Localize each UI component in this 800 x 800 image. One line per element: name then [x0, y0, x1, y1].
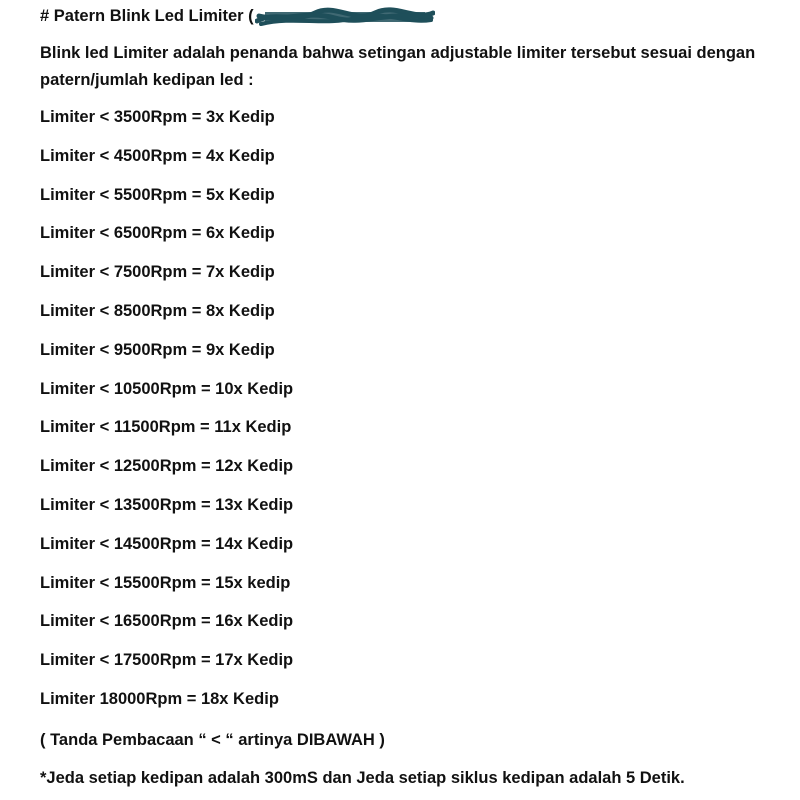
- list-item: Limiter < 14500Rpm = 14x Kedip: [40, 534, 294, 553]
- intro-paragraph: Blink led Limiter adalah penanda bahwa setingan adjustable limiter tersebut sesuai dengan patern/jumlah kedipan led :: [40, 44, 756, 89]
- list-item: Limiter 18000Rpm = 18x Kedip: [40, 689, 279, 708]
- list-item: Limiter < 8500Rpm = 8x Kedip: [40, 301, 275, 320]
- list-item: Limiter < 13500Rpm = 13x Kedip: [40, 495, 294, 514]
- list-item: Limiter < 7500Rpm = 7x Kedip: [40, 263, 275, 282]
- list-item: Limiter < 12500Rpm = 12x Kedip: [40, 457, 294, 476]
- limiter-list: [40, 104, 293, 725]
- list-item: Limiter < 10500Rpm = 10x Kedip: [40, 379, 294, 398]
- list-item: Limiter < 16500Rpm = 16x Kedip: [40, 612, 294, 631]
- list-item: Limiter < 11500Rpm = 11x Kedip: [40, 418, 292, 437]
- timing-footnote: *Jeda setiap kedipan adalah 300mS dan Jeda setiap siklus kedipan adalah 5 Detik.: [40, 769, 685, 787]
- list-item: Limiter < 5500Rpm = 5x Kedip: [40, 185, 275, 204]
- redaction-scribble-icon: [255, 7, 435, 27]
- page-title: # Patern Blink Led Limiter (: [40, 7, 254, 25]
- list-item: Limiter < 3500Rpm = 3x Kedip: [40, 108, 275, 126]
- list-item: Limiter < 15500Rpm = 15x kedip: [40, 573, 291, 592]
- list-item: Limiter < 4500Rpm = 4x Kedip: [40, 146, 275, 165]
- list-item: Limiter < 6500Rpm = 6x Kedip: [40, 224, 275, 243]
- title-row: [40, 4, 254, 28]
- list-item: Limiter < 17500Rpm = 17x Kedip: [40, 651, 294, 670]
- list-item: Limiter < 9500Rpm = 9x Kedip: [40, 340, 275, 359]
- reading-note: ( Tanda Pembacaan “ < “ artinya DIBAWAH ): [40, 731, 385, 749]
